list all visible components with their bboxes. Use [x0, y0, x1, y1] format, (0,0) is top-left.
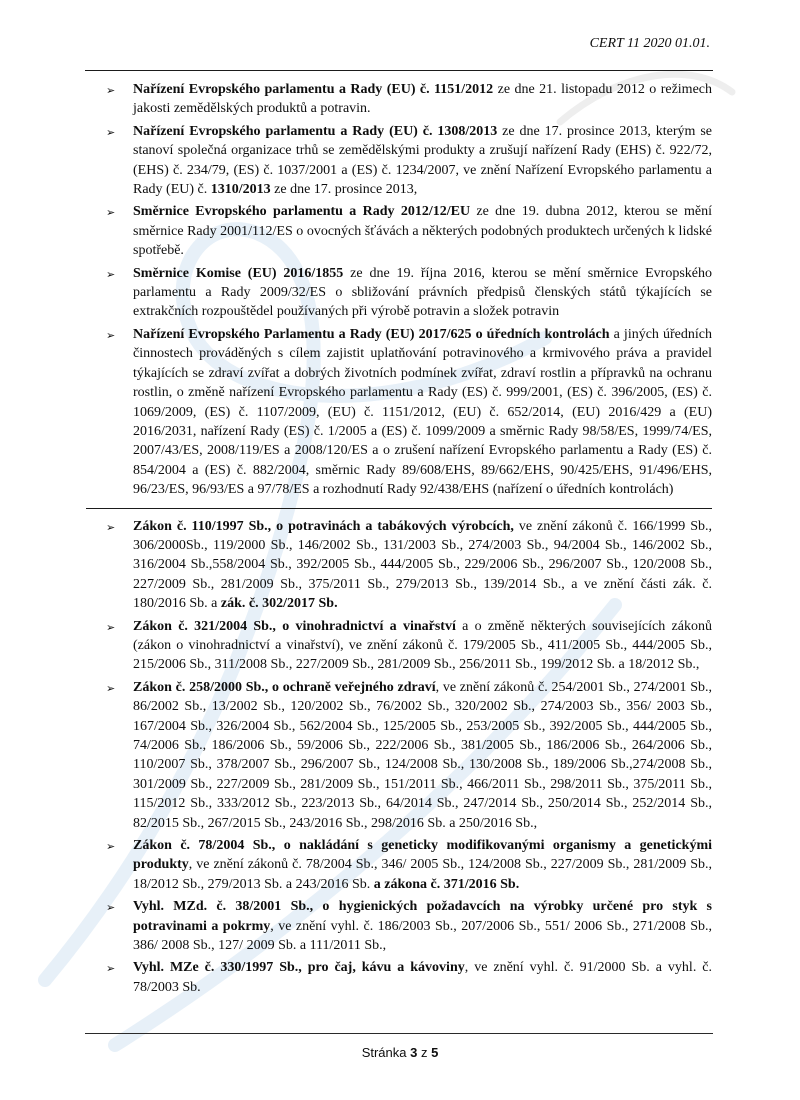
list-item-text: Nařízení Evropského Parlamentu a Rady (EU) 2017/625 o úředních kontrolách a jiných úředních činnostech prováděných s cílem zajistit uplatňování potravinového a krmivového práva a pravidel týkajících se zdraví zvířat a dobrých životních podmínek zvířat, zdraví rostlin a přípravků na ochranu rostlin, o změně nařízení Evropského parlamentu a Rady (ES) č. 999/2001, (ES) č. 396/2005, (ES) č. 1069/2009, (ES) č. 1107/2009, (EU) č. 1151/2012, (EU) č. 652/2014, (EU) 2016/429 a (EU) 2016/2031, nařízení Rady (ES) č. 1/2005 a (ES) č. 1099/2009 a směrnic Rady 98/58/ES, 1999/74/ES, 2007/43/ES, 2008/119/ES a 2008/120/ES a o zrušení nařízení Evropského parlamentu a Rady (ES) č. 854/2004 a (ES) č. 882/2004, směrnic Rady 89/608/EHS, 89/662/EHS, 90/425/EHS, 91/496/EHS, 96/23/ES, 96/93/ES a 97/78/ES a rozhodnutí Rady 92/438/EHS (nařízení o úředních kontrolách)	[133, 326, 712, 498]
arrow-bullet-icon: ➢	[106, 328, 116, 342]
document-code: CERT 11 2020 01.01.	[589, 36, 710, 51]
list-item-text: Směrnice Evropského parlamentu a Rady 2012/12/EU ze dne 19. dubna 2012, kterou se mění směrnice Rady 2001/112/ES o ovocných šťávách a některých podobných produktech určených k lidské spotřebě.	[133, 204, 712, 259]
law-list	[86, 80, 712, 1000]
list-item	[86, 122, 712, 200]
list-item-text: Nařízení Evropského parlamentu a Rady (EU) č. 1308/2013 ze dne 17. prosince 2013, kterým se stanoví společná organizace trhů se zemědělskými produkty a zrušují nařízení Rady (EHS) č. 922/72, (EHS) č. 234/79, (ES) č. 1037/2001 a (ES) č. 1234/2007, ve znění Nařízení Evropského parlamentu a Rady (EU) č. 1310/2013 ze dne 17. prosince 2013,	[133, 123, 712, 198]
list-item	[86, 897, 712, 955]
list-item	[86, 202, 712, 260]
arrow-bullet-icon: ➢	[106, 681, 116, 695]
list-item-text: Zákon č. 258/2000 Sb., o ochraně veřejného zdraví, ve znění zákonů č. 254/2001 Sb., 274/2001 Sb., 86/2002 Sb., 13/2002 Sb., 120/2002 Sb., 76/2002 Sb., 320/2002 Sb., 274/2003 Sb., 356/ 2003 Sb., 167/2004 Sb., 326/2004 Sb., 562/2004 Sb., 125/2005 Sb., 253/2005 Sb., 392/2005 Sb., 444/2005 Sb., 74/2006 Sb., 186/2006 Sb., 59/2006 Sb., 222/2006 Sb., 381/2005 Sb., 186/2006 Sb., 264/2006 Sb., 110/2007 Sb., 378/2007 Sb., 296/2007 Sb., 124/2008 Sb., 130/2008 Sb., 189/2006 Sb.,274/2008 Sb., 301/2009 Sb., 227/2009 Sb., 281/2009 Sb., 151/2011 Sb., 466/2011 Sb., 298/2011 Sb., 375/2011 Sb., 115/2012 Sb., 333/2012 Sb., 223/2013 Sb., 64/2014 Sb., 247/2014 Sb., 250/2014 Sb., 252/2014 Sb., 82/2015 Sb., 267/2015 Sb., 243/2016 Sb., 298/2016 Sb. a 250/2016 Sb.,	[133, 679, 712, 831]
list-item	[86, 517, 712, 614]
footer-rule	[85, 1033, 713, 1034]
list-item-text: Zákon č. 110/1997 Sb., o potravinách a tabákových výrobcích, ve znění zákonů č. 166/1999 Sb., 306/2000Sb., 119/2000 Sb., 146/2002 Sb., 131/2003 Sb., 274/2003 Sb., 94/2004 Sb., 146/2002 Sb., 316/2004 Sb.,558/2004 Sb., 392/2005 Sb., 444/2005 Sb., 229/2006 Sb., 296/2007 Sb., 120/2008 Sb., 227/2009 Sb., 281/2009 Sb., 375/2011 Sb., 279/2013 Sb., 139/2014 Sb., a ve znění části zák. č. 180/2016 Sb. a zák. č. 302/2017 Sb.	[133, 518, 712, 612]
list-item	[86, 264, 712, 322]
header-rule	[85, 70, 713, 71]
list-item	[86, 617, 712, 675]
arrow-bullet-icon: ➢	[106, 901, 116, 915]
list-item-text: Směrnice Komise (EU) 2016/1855 ze dne 19. října 2016, kterou se mění směrnice Evropského parlamentu a Rady 2009/32/ES o sbližování právních předpisů členských států týkajících se extrakčních rozpouštědel používaných při výrobě potravin a složek potravin	[133, 265, 712, 320]
list-item-text: Nařízení Evropského parlamentu a Rady (EU) č. 1151/2012 ze dne 21. listopadu 2012 o režimech jakosti zemědělských produktů a potravin.	[133, 82, 712, 117]
list-item	[86, 325, 712, 500]
arrow-bullet-icon: ➢	[106, 962, 116, 976]
arrow-bullet-icon: ➢	[106, 267, 116, 281]
list-item-text: Zákon č. 78/2004 Sb., o nakládání s geneticky modifikovanými organismy a genetickými produkty, ve znění zákonů č. 78/2004 Sb., 346/ 2005 Sb., 124/2008 Sb., 227/2009 Sb., 281/2009 Sb., 18/2012 Sb., 279/2013 Sb. a 243/2016 Sb. a zákona č. 371/2016 Sb.	[133, 838, 712, 892]
section-separator	[86, 508, 712, 509]
arrow-bullet-icon: ➢	[106, 125, 116, 139]
arrow-bullet-icon: ➢	[106, 206, 116, 220]
list-item	[86, 678, 712, 833]
list-item	[86, 836, 712, 894]
arrow-bullet-icon: ➢	[106, 840, 116, 854]
list-item-text: Zákon č. 321/2004 Sb., o vinohradnictví a vinařství a o změně některých souvisejících zákonů (zákon o vinohradnictví a vinařství), ve znění zákonů č. 179/2005 Sb., 411/2005 Sb., 444/2005 Sb., 215/2006 Sb., 311/2008 Sb., 227/2009 Sb., 281/2009 Sb., 256/2011 Sb., 199/2012 Sb. a 18/2012 Sb.,	[133, 618, 712, 673]
arrow-bullet-icon: ➢	[106, 620, 116, 634]
list-item	[86, 80, 712, 119]
list-item-text: Vyhl. MZd. č. 38/2001 Sb., o hygienických požadavcích na výrobky určené pro styk s potravinami a pokrmy, ve znění vyhl. č. 186/2003 Sb., 207/2006 Sb., 551/ 2006 Sb., 271/2008 Sb., 386/ 2008 Sb., 127/ 2009 Sb. a 111/2011 Sb.,	[133, 899, 712, 954]
page-number: Stránka 3 z 5	[361, 1045, 439, 1060]
arrow-bullet-icon: ➢	[106, 520, 116, 534]
arrow-bullet-icon: ➢	[106, 84, 116, 97]
list-item-text: Vyhl. MZe č. 330/1997 Sb., pro čaj, kávu a kávoviny, ve znění vyhl. č. 91/2000 Sb. a vyhl. č. 78/2003 Sb.	[133, 960, 712, 995]
list-item	[86, 958, 712, 997]
